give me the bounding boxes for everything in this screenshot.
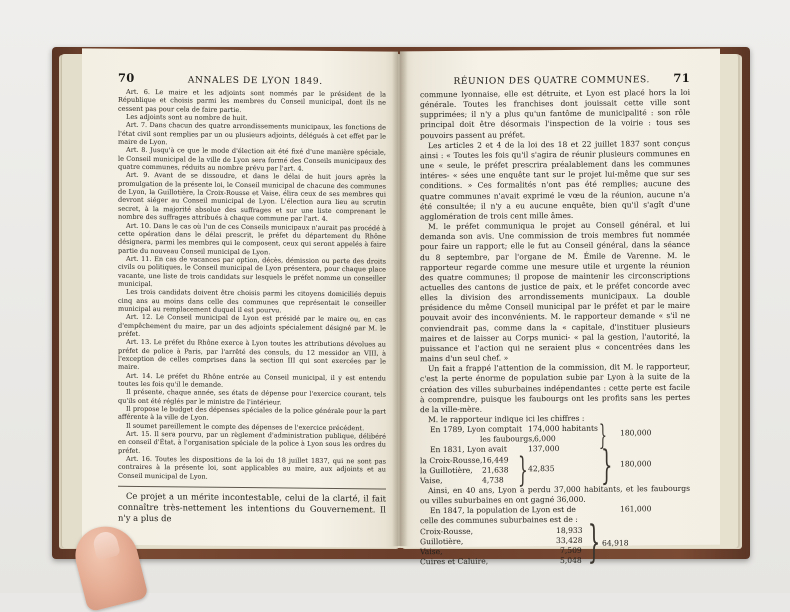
row-label: la Guillotière, xyxy=(420,465,473,475)
left-body-text xyxy=(118,88,386,483)
paragraph: M. le rapporteur indique ici les chiffres : xyxy=(428,413,585,425)
row-value: 137,000 xyxy=(528,444,560,454)
row-value: 33,428 xyxy=(556,535,583,545)
right-page-number: 71 xyxy=(673,70,690,86)
paragraph: commune lyonnaise, elle est détruite, et Lyon est placé hors la loi générale. Toutes les franchises dont jouissait cette ville sont supprimées; il n'y a plus qu'un fantôme de municipalité : son rôle principal doit être désormais l'inspection de la voirie : tous ses pouvoirs passent au préfet. xyxy=(420,87,690,140)
left-page-number: 70 xyxy=(118,70,135,85)
paragraph: Il propose le budget des dépenses spéciales de la police générale pour la part afférente à la ville de Lyon. xyxy=(118,404,386,423)
row-value: 16,449 xyxy=(482,455,509,465)
right-page xyxy=(400,49,720,569)
paragraph: Un fait a frappé l'attention de la commission, dit M. le rapporteur, c'est la perte énorme de population subie par Lyon à la suite de la création des villes suburbaines indépendantes : cette perte est facile à comprendre, puisque les faubourgs ont les profits sans les pertes de la ville-mère. xyxy=(420,362,690,415)
row-label: les faubourgs, xyxy=(480,434,535,444)
left-running-head xyxy=(118,71,386,88)
paragraph: Art. 16. Toutes les dispositions de la loi du 18 juillet 1837, qui ne sont pas contraires à la présente loi, sont applicables au maire, aux adjoints et au Conseil municipal de Lyon. xyxy=(118,454,386,481)
right-running-head xyxy=(420,71,690,87)
row-value: 18,933 xyxy=(556,525,583,535)
book-gutter xyxy=(392,50,408,546)
paragraph: Il soumet pareillement le compte des dépenses de l'exercice précédent. xyxy=(126,421,365,433)
commentary-text xyxy=(118,491,386,527)
left-running-title: ANNALES DE LYON 1849. xyxy=(187,75,323,87)
row-label: Cuires et Caluire, xyxy=(420,556,489,567)
row-label: Guillotière, xyxy=(420,536,464,546)
row-label: Vaise, xyxy=(420,475,443,486)
right-body-text-continued xyxy=(420,484,690,507)
section-rule xyxy=(118,486,386,490)
row-value: 161,000 xyxy=(620,504,652,514)
row-label: En 1789, Lyon comptait xyxy=(430,424,523,435)
paragraph: Art. 9. Avant de se dissoudre, et dans le délai de huit jours après la promulgation de la présente loi, le Conseil municipal de chacune des communes de Lyon, la Guillotière, la Croix-Rousse et Vaise, élira ceux de ses membres qui devront siéger au Conseil municipal de Lyon. L'élection aura lieu au scrutin secret, à la majorité absolue des suffrages et sur une liste comprenant le nombre des suffrages attribués à chaque commune par l'art. 4. xyxy=(118,171,386,224)
left-page xyxy=(82,48,398,547)
row-value: 174,000 habitants xyxy=(528,423,598,434)
total-faubourgs-1831: 42,835 xyxy=(528,464,555,474)
row-value: 6,000 xyxy=(534,434,556,444)
row-label: En 1831, Lyon avait xyxy=(430,444,507,455)
paragraph: Art. 11. En cas de vacances par option, décès, démission ou perte des droits civils ou politiques, le Conseil municipal de Lyon présentera, pour chaque place vacante, une liste de trois candidats sur lesquels le préfet nomme un conseiller municipal. xyxy=(118,254,386,288)
paragraph: Art. 6. Le maire et les adjoints sont nommés par le président de la République et choisis parmi les membres du Conseil municipal, dont ils ne cessent pas pour cela de faire partie. xyxy=(118,87,386,114)
commentary-paragraph: Ce projet a un mérite incontestable, celui de la clarté, il fait connaître très-nettement les intentions du Gouvernement. Il n'y a plus de xyxy=(118,490,386,524)
brace-glyph: } xyxy=(587,516,601,569)
row-label: la Croix-Rousse, xyxy=(420,455,483,465)
paragraph: Les articles 2 et 4 de la loi des 18 et 22 juillet 1837 sont conçus ainsi : « Toutes les fois qu'il s'agira de réunir plusieurs communes en une « seule, le préfet prescrira préalablement dans les communes intéres- « sées une enquête tant sur le projet lui-même que sur ses conditions. » Ces formalités n'ont pas été remplies; aucune des quatre communes n'avait exprimé le vœu de la réunion, aucune n'a été consultée; il n'y a eu aucune enquête, bien qu'il s'agît d'une agglomération de trois cent mille âmes. xyxy=(420,138,690,222)
total-1831: 180,000 xyxy=(620,459,652,469)
paragraph: Art. 12. Le Conseil municipal de Lyon est présidé par le maire ou, en cas d'empêchement du maire, par un des adjoints spécialement désigné par M. le préfet. xyxy=(118,313,386,338)
population-table-1847 xyxy=(420,504,690,567)
paragraph: Art. 7. Dans chacun des quatre arrondissements municipaux, les fonctions de l'état civil sont remplies par un ou plusieurs adjoints, délégués à cet effet par le maire de Lyon. xyxy=(118,121,386,147)
paragraph: Art. 10. Dans le cas où l'un de ces Conseils municipaux n'aurait pas procédé à cette opération dans le délai prescrit, le préfet du département du Rhône désignera, parmi les membres qui le composent, ceux qui seront appelés à faire partie du nouveau Conseil municipal de Lyon. xyxy=(118,221,386,256)
paragraph: Art. 8. Jusqu'à ce que le mode d'élection ait été fixé d'une manière spéciale, le Conseil municipal de la ville de Lyon sera formé des Conseils municipaux des quatre communes, réduits au nombre prévu par l'art. 4. xyxy=(118,146,386,173)
paragraph: Les adjoints sont au nombre de huit. xyxy=(126,112,248,123)
row-value: 5,048 xyxy=(560,555,582,566)
row-value: 4,738 xyxy=(482,475,504,485)
row-value: 21,638 xyxy=(482,465,509,475)
total-suburbs-1847: 64,918 xyxy=(602,538,629,548)
brace-glyph: } xyxy=(598,418,607,452)
row-label: celle des communes suburbaines est de : xyxy=(420,515,578,526)
row-value: 7,509 xyxy=(560,545,582,555)
brace-glyph: } xyxy=(600,442,613,489)
paragraph: Art. 14. Le préfet du Rhône entrée au Conseil municipal, il y est entendu toutes les fois qu'il le demande. xyxy=(118,371,386,389)
right-running-title: RÉUNION DES QUATRE COMMUNES. xyxy=(453,75,650,87)
paragraph: M. le préfet communiqua le projet au Conseil général, et lui demanda son avis. Une commission de trois membres fut nommée pour faire un rapport; elle le fut au Conseil général, dans la séance du 8 septembre, par l'organe de M. Émile de Varenne. M. le rapporteur regarde comme une mesure utile et urgente la réunion des quatre communes; il propose de maintenir les circonscriptions actuelles des cantons de justice de paix, et le préfet concorde avec elles la division des arrondissements municipaux. La double présidence du même Conseil municipal par le préfet et par le maire pouvait avoir des inconvénients. M. le rapporteur demande « s'il ne conviendrait pas, comme dans la « capitale, d'instituer plusieurs maires et de laisser au Corps munici- « pal la gestion, l'autorité, la puissance et l'action qui ne seraient plus « concentrées dans les mains d'un seul chef. » xyxy=(420,219,690,364)
total-1789: 180,000 xyxy=(620,428,652,438)
row-label: En 1847, la population de Lyon est de xyxy=(430,505,576,516)
paragraph: Il présente, chaque année, ses états de dépense pour l'exercice courant, tels qu'ils ont été réglés par le ministre de l'intérieur. xyxy=(118,388,386,407)
row-label: Croix-Rousse, xyxy=(420,526,474,536)
paragraph: Les trois candidats doivent être choisis parmi les citoyens domiciliés depuis cinq ans au moins dans celle des communes que représentait le conseiller municipal au remplacement duquel il est pourvu. xyxy=(118,288,386,315)
paragraph: Art. 13. Le préfet du Rhône exerce à Lyon toutes les attributions dévolues au préfet de police à Paris, par l'arrêté des consuls, du 12 messidor an VIII, à l'exception de celles comprises dans la section III qui sont exercées par le maire. xyxy=(118,338,386,372)
paragraph: Art. 15. Il sera pourvu, par un règlement d'administration publique, délibéré en conseil d'État, à l'organisation spéciale de la police à Lyon sous les ordres du préfet. xyxy=(118,429,386,455)
paragraph: Ainsi, en 40 ans, Lyon a perdu 37,000 habitants, et les faubourgs ou villes suburbaines en ont gagné 36,000. xyxy=(420,483,690,506)
brace-glyph: } xyxy=(517,450,528,491)
row-label: Vaise, xyxy=(420,546,443,557)
right-body-text xyxy=(420,88,690,426)
